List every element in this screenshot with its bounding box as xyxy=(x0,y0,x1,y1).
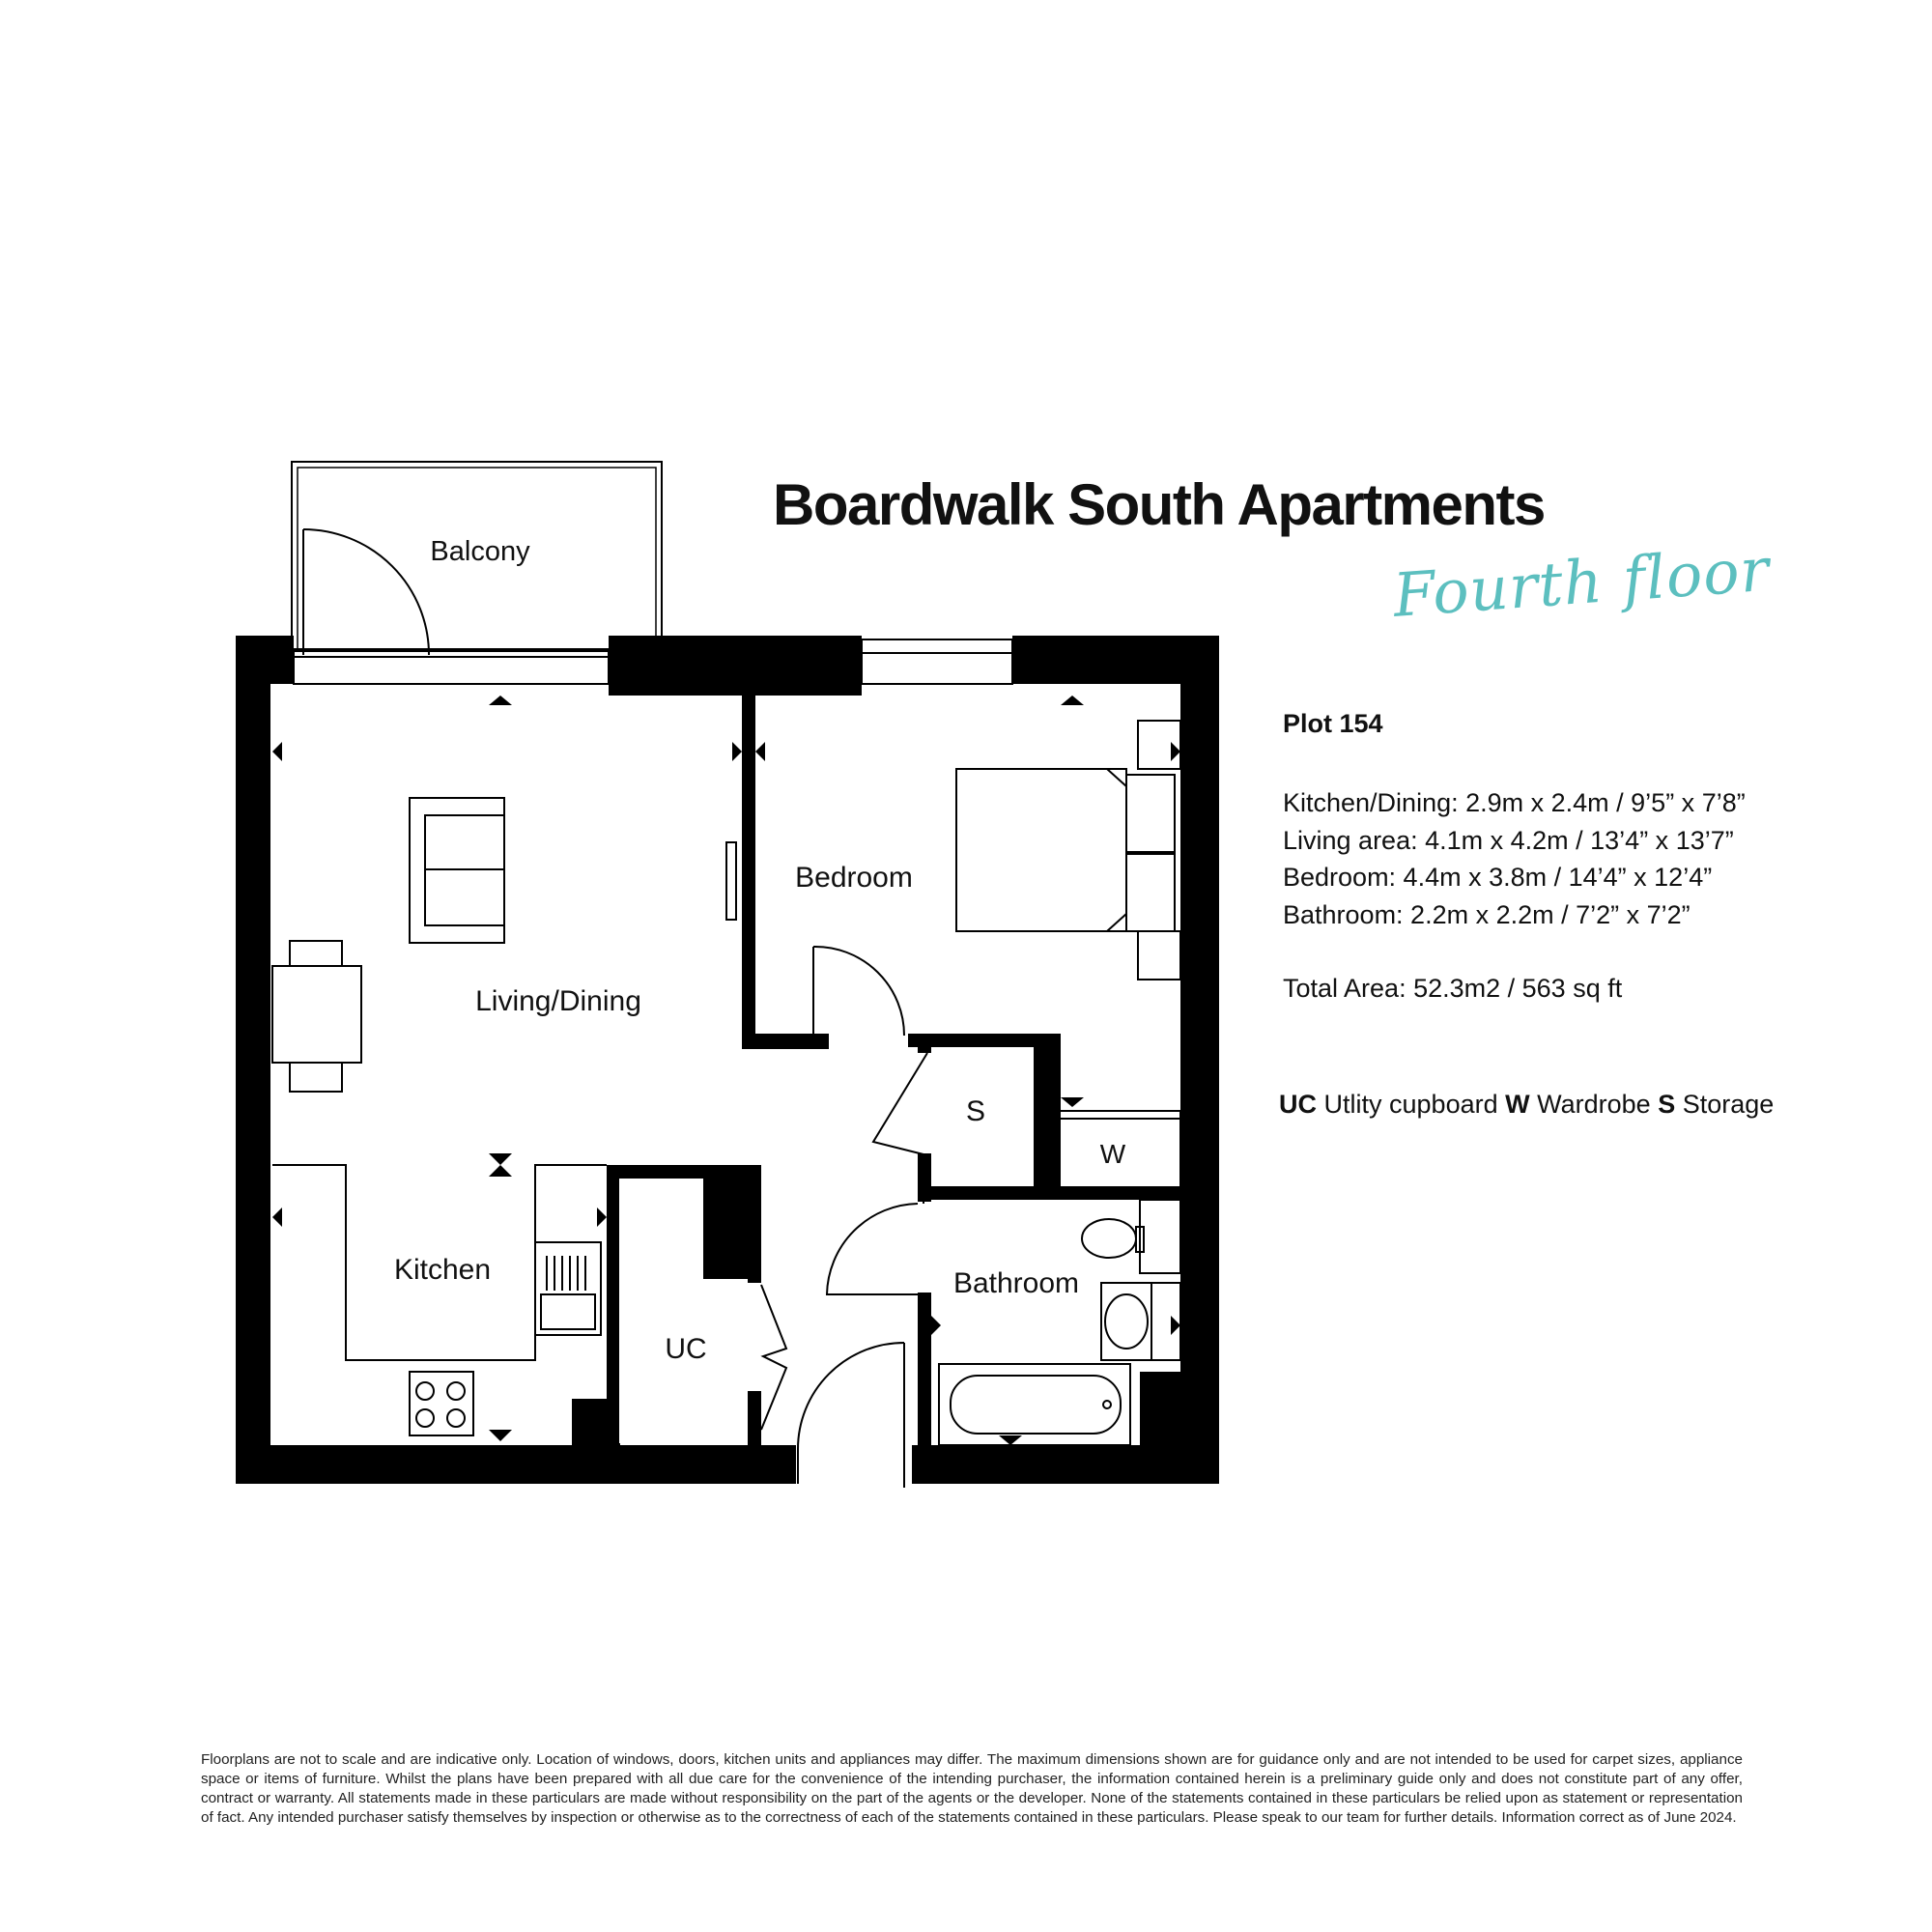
sofa xyxy=(410,798,504,943)
room-label-bedroom: Bedroom xyxy=(795,862,913,894)
room-label-living-dining: Living/Dining xyxy=(475,985,641,1017)
bed xyxy=(956,721,1180,980)
room-label-uc: UC xyxy=(665,1333,707,1365)
outer-walls xyxy=(236,636,1219,1484)
dimension-bathroom: Bathroom: 2.2m x 2.2m / 7’2” x 7’2” xyxy=(1283,899,1690,929)
legend-w-code: W xyxy=(1505,1090,1530,1119)
dimension-living-area: Living area: 4.1m x 4.2m / 13’4” x 13’7” xyxy=(1283,825,1734,855)
legend-uc-code: UC xyxy=(1279,1090,1317,1119)
balcony-door-swing xyxy=(303,529,429,655)
dimension-bedroom: Bedroom: 4.4m x 3.8m / 14’4” x 12’4” xyxy=(1283,863,1713,892)
room-label-kitchen: Kitchen xyxy=(393,1254,492,1286)
room-label-bathroom: Bathroom xyxy=(952,1267,1080,1299)
kitchen-counters xyxy=(272,1165,607,1435)
dining-table xyxy=(272,941,361,1092)
legend xyxy=(1279,1090,1774,1120)
room-label-storage: S xyxy=(965,1095,986,1127)
floor-subtitle: Fourth floor xyxy=(1391,533,1773,631)
page-title: Boardwalk South Apartments xyxy=(773,472,1545,537)
room-label-wardrobe: W xyxy=(1099,1139,1126,1169)
room-dimensions xyxy=(1283,784,1746,933)
legend-uc-label: Utlity cupboard xyxy=(1323,1090,1498,1119)
dimension-kitchen-dining: Kitchen/Dining: 2.9m x 2.4m / 9’5” x 7’8” xyxy=(1283,788,1746,817)
disclaimer: Floorplans are not to scale and are indicative only. Location of windows, doors, kitchen units and appliances may differ. The maximum dimensions shown are for guidance only and are not intended to be used for carpet sizes, appliance space or items of furniture. Whilst the plans have been prepared with all due care for the convenience of the intending purchaser, the information contained herein is a preliminary guide only and does not constitute part of any offer, contract or warranty. All statements made in these particulars are made without responsibility on the part of the agents or the developer. None of the statements contained in these particulars be relied upon as statement or representation of fact. Any intended purchaser satisfy themselves by inspection or otherwise as to the correctness of each of the statements contained in these particulars. Please speak to our team for further details. Information correct as of June 2024. xyxy=(201,1751,1743,1826)
legend-s-code: S xyxy=(1658,1090,1676,1119)
legend-w-label: Wardrobe xyxy=(1537,1090,1651,1119)
tv xyxy=(726,842,736,920)
plot-number: Plot 154 xyxy=(1283,709,1383,738)
total-area: Total Area: 52.3m2 / 563 sq ft xyxy=(1283,974,1623,1003)
room-label-balcony: Balcony xyxy=(430,536,530,567)
door-swings xyxy=(761,947,1043,1488)
legend-s-label: Storage xyxy=(1682,1090,1775,1119)
